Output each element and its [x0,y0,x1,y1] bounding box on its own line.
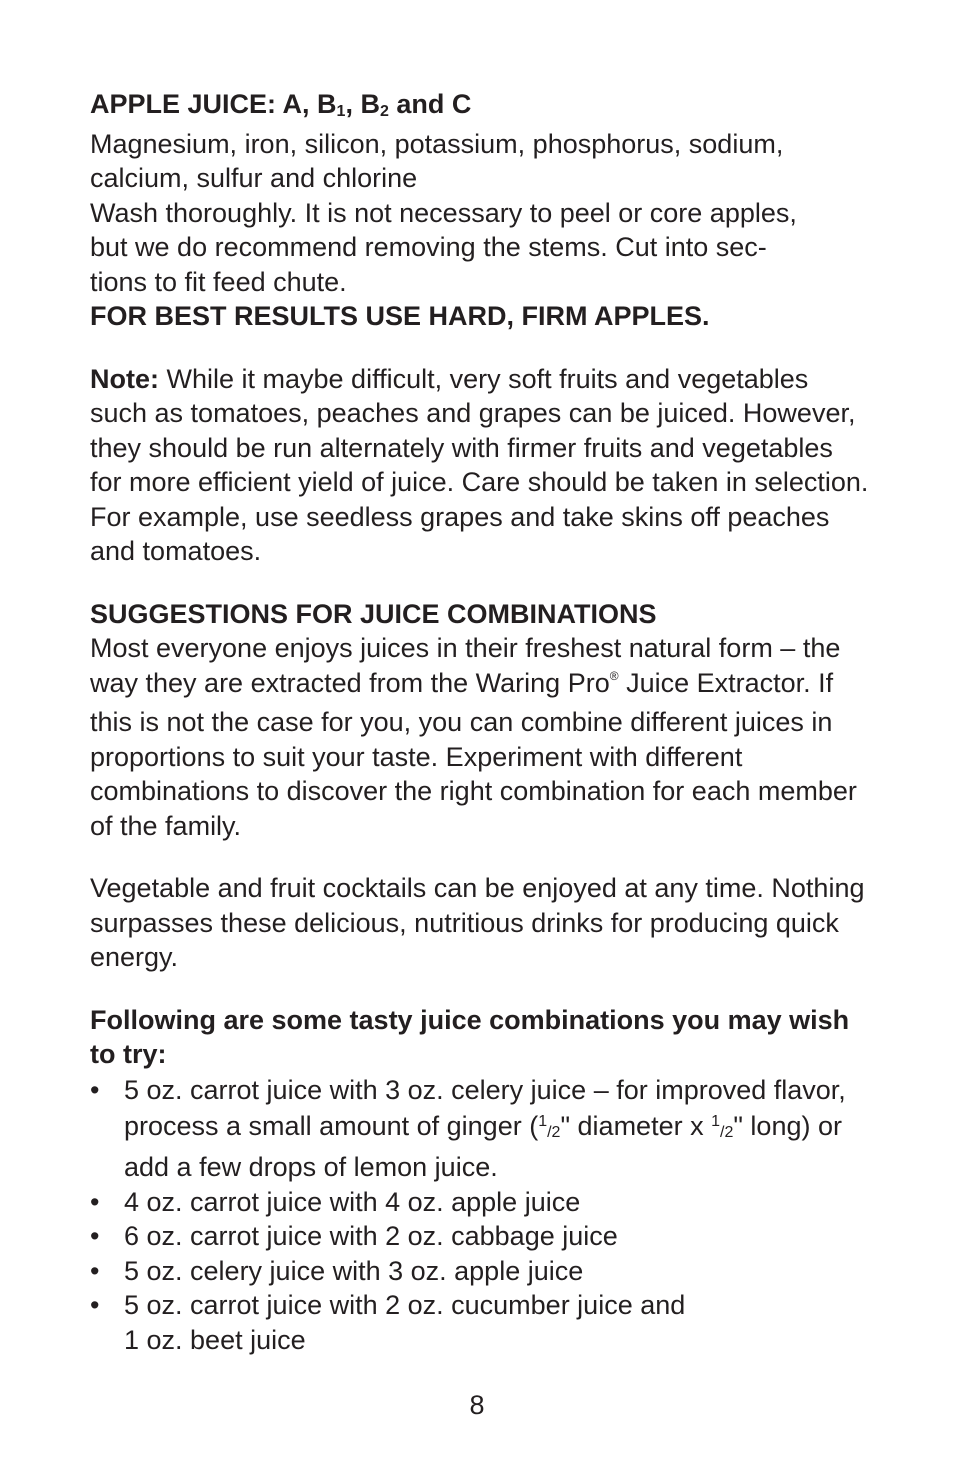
spacer [90,843,870,871]
note-label: Note: [90,363,159,394]
spacer [90,569,870,597]
apple-heading-text: APPLE JUICE: A, B [90,89,337,119]
suggestions-paragraph-1 [90,631,870,843]
bullet-icon: • [90,1290,100,1320]
suggestions-text: Most everyone enjoys juices in their freshest natural form – the way they are extracted from the Waring Pro [90,633,841,698]
list-item [90,1185,870,1220]
list-item-text: " diameter x [560,1110,712,1141]
apple-heading-subscript-1: 1 [336,103,346,120]
list-item-text: 5 oz. celery juice with 3 oz. apple juice [124,1255,584,1286]
spacer [90,975,870,1003]
bullet-icon: • [90,1186,100,1217]
apple-instructions-line-2: but we do recommend removing the stems. Cut into sec- [90,232,767,262]
apple-heading-subscript-2: 2 [379,103,389,120]
apple-juice-heading [90,87,870,127]
apple-instructions-line-3: tions to fit feed chute. [90,266,347,297]
bullet-icon: • [90,1255,100,1286]
spacer [90,334,870,362]
note-paragraph [90,362,870,569]
combinations-intro: Following are some tasty juice combinations you may wish to try: [90,1004,850,1069]
note-text: While it maybe difficult, very soft fruits and vegetables such as tomatoes, peaches and grapes can be juiced. However, they should be run alternately with firmer fruits and vegetables for more efficient yield of juice. Care should be taken in selection. For example, use seedless grapes and take skins off peaches and tomatoes. [90,363,869,566]
fraction-denominator: /2 [720,1123,734,1141]
list-item-text: 6 oz. carrot juice with 2 oz. cabbage juice [124,1221,618,1251]
registered-mark: ® [609,668,619,683]
list-item-text: 4 oz. carrot juice with 4 oz. apple juice [124,1186,581,1217]
list-item-text: " long) or add a few drops of lemon juice. [124,1110,842,1182]
list-item [90,1072,870,1185]
apple-heading-text-mid: , B [345,89,380,119]
page-content [90,87,870,1357]
bullet-icon: • [90,1221,100,1251]
fraction-denominator: /2 [547,1123,561,1141]
list-item [90,1288,870,1357]
list-item [90,1219,870,1254]
list-item-text: 1 oz. beet juice [124,1324,306,1355]
fraction-numerator: 1 [711,1112,720,1130]
apple-instructions-line-1: Wash thoroughly. It is not necessary to peel or core apples, [90,197,797,228]
best-results-note: FOR BEST RESULTS USE HARD, FIRM APPLES. [90,301,710,331]
apple-minerals: Magnesium, iron, silicon, potassium, phosphorus, sodium, calcium, sulfur and chlorine [90,128,784,193]
fraction-numerator: 1 [538,1112,548,1130]
suggestions-heading: SUGGESTIONS FOR JUICE COMBINATIONS [90,598,657,629]
page-number: 8 [469,1390,485,1420]
bullet-icon: • [90,1074,100,1105]
list-item-text: 5 oz. carrot juice with 3 oz. celery juice – for improved flavor, process a small amount of ginger ( [124,1074,846,1141]
apple-instructions [90,196,870,300]
list-item-text: 5 oz. carrot juice with 2 oz. cucumber juice and [124,1290,686,1320]
apple-heading-text-end: and C [388,89,472,119]
suggestions-paragraph-2: Vegetable and fruit cocktails can be enjoyed at any time. Nothing surpasses these delicious, nutritious drinks for producing quick energy. [90,873,865,972]
combinations-list [90,1072,870,1358]
list-item [90,1254,870,1289]
suggestions-text-end: Juice Extractor. If this is not the case for you, you can combine different juices in proportions to suit your taste. Experiment with different combinations to discover the right combination for each member of the family. [90,667,857,841]
